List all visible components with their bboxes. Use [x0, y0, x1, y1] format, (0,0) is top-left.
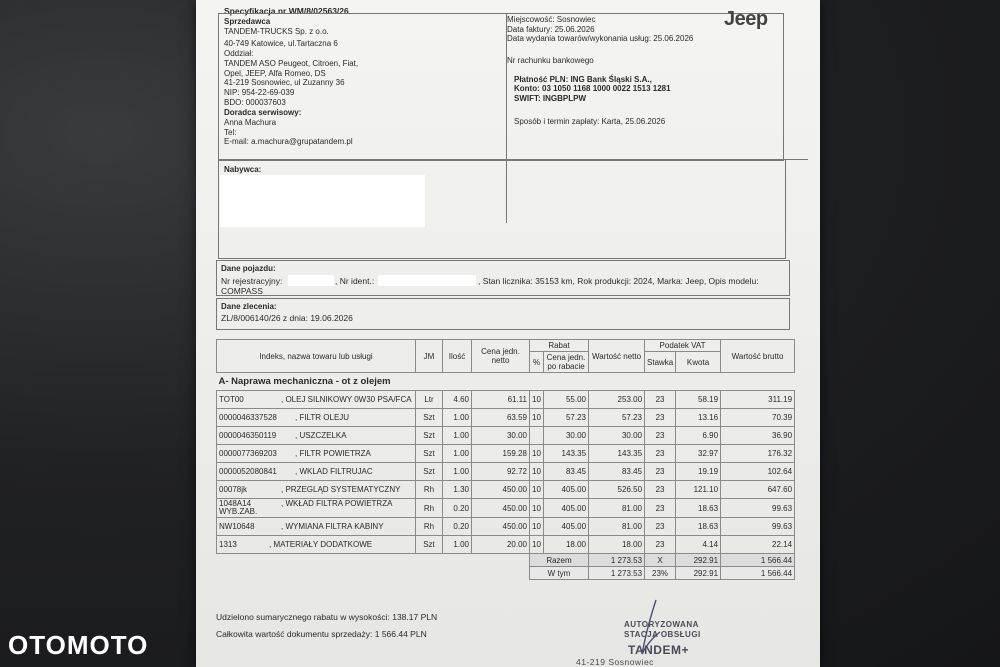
item-price-after: 30.00	[544, 427, 589, 445]
item-code: 00078jk	[219, 485, 248, 494]
of-which-net: 1 273.53	[589, 567, 645, 580]
jeep-logo: Jeep	[724, 8, 768, 30]
item-name: , OLEJ SILNIKOWY 0W30 PSA/FCA	[281, 395, 412, 404]
stamp-line: TANDEM+	[628, 643, 689, 657]
item-rate: 23	[645, 518, 676, 536]
bank-line: SWIFT: INGBPLPW	[514, 94, 586, 103]
buyer-label: Nabywca:	[224, 165, 262, 174]
item-net: 143.35	[589, 445, 645, 463]
item-qty: 1.00	[443, 445, 472, 463]
item-name-cell	[217, 499, 416, 518]
item-name-cell	[217, 481, 416, 499]
item-qty: 1.00	[443, 463, 472, 481]
item-qty: 0.20	[443, 499, 472, 518]
redacted-vin	[378, 275, 476, 286]
table-row	[217, 427, 795, 445]
vehicle-label: Dane pojazdu:	[221, 264, 276, 273]
order-number: ZL/8/006140/26 z dnia: 19.06.2026	[221, 313, 353, 323]
vehicle-model: COMPASS	[221, 286, 263, 296]
invoice-date: Data faktury: 25.06.2026	[507, 25, 595, 34]
of-which-gross: 1 566.44	[721, 567, 795, 580]
item-code: TOT00	[219, 395, 244, 404]
item-price-after: 83.45	[544, 463, 589, 481]
total-net: 1 273.53	[589, 554, 645, 567]
delivery-date: Data wydania towarów/wykonania usług: 25.06.2026	[507, 34, 694, 43]
item-pct: 10	[530, 536, 544, 554]
item-unit: Szt	[416, 536, 443, 554]
table-row	[217, 409, 795, 427]
item-net: 83.45	[589, 463, 645, 481]
item-rate: 23	[645, 427, 676, 445]
item-unit: Szt	[416, 427, 443, 445]
item-code	[219, 500, 281, 516]
table-row	[217, 499, 795, 518]
item-pct: 10	[530, 391, 544, 409]
item-vat: 13.16	[676, 409, 721, 427]
col-pct: %	[530, 352, 544, 373]
item-vat: 6.90	[676, 427, 721, 445]
item-pct: 10	[530, 499, 544, 518]
seller-label: Sprzedawca	[224, 17, 271, 26]
item-gross: 102.64	[721, 463, 795, 481]
col-amount: Kwota	[676, 352, 721, 373]
seller-line: BDO: 000037603	[224, 98, 286, 107]
item-price-after: 55.00	[544, 391, 589, 409]
stamp-line: AUTORYZOWANA	[624, 620, 699, 629]
advisor-label: Doradca serwisowy:	[224, 108, 302, 117]
spec-number: Specyfikacja nr WM/8/02563/26	[224, 6, 349, 16]
item-qty: 1.30	[443, 481, 472, 499]
item-vat: 19.19	[676, 463, 721, 481]
empty-cell	[217, 567, 530, 580]
item-vat: 58.19	[676, 391, 721, 409]
item-name-cell	[217, 409, 416, 427]
total-vat: 292.91	[676, 554, 721, 567]
item-net: 526.50	[589, 481, 645, 499]
item-name: , MATERIAŁY DODATKOWE	[269, 540, 373, 549]
col-gross: Wartość brutto	[721, 340, 795, 373]
item-unit: Szt	[416, 463, 443, 481]
seller-line: TANDEM ASO Peugeot, Citroen, Fiat,	[224, 59, 359, 68]
section-row	[217, 373, 795, 391]
redacted-registration	[288, 275, 334, 286]
col-rate: Stawka	[645, 352, 676, 373]
seller-line: TANDEM-TRUCKS Sp. z o.o.	[224, 27, 329, 36]
col-price: Cena jedn. netto	[472, 340, 530, 373]
table-row	[217, 536, 795, 554]
item-rate: 23	[645, 536, 676, 554]
item-name: , WKŁAD FILTRA POWIETRZA	[281, 499, 393, 508]
item-net: 81.00	[589, 499, 645, 518]
item-pct: 10	[530, 518, 544, 536]
col-price-after: Cena jedn. po rabacie	[544, 352, 589, 373]
advisor-name: Anna Machura	[224, 118, 277, 127]
item-price: 450.00	[472, 481, 530, 499]
item-gross: 176.32	[721, 445, 795, 463]
item-net: 18.00	[589, 536, 645, 554]
payment-method: Sposób i termin zapłaty: Karta, 25.06.2026	[514, 117, 666, 126]
otomoto-watermark: OTOMOTO	[8, 630, 149, 660]
table-row	[217, 391, 795, 409]
item-price-after: 405.00	[544, 518, 589, 536]
item-name: , PRZEGLĄD SYSTEMATYCZNY	[281, 485, 401, 494]
item-code-line: WYB.ZAB.	[219, 507, 258, 516]
item-gross: 70.39	[721, 409, 795, 427]
total-row	[217, 554, 795, 567]
of-which-rate: 23%	[645, 567, 676, 580]
seller-line: 40-749 Katowice, ul.Tartaczna 6	[224, 39, 338, 48]
stamp-line: STACJA OBSŁUGI	[624, 630, 701, 639]
item-rate: 23	[645, 409, 676, 427]
item-price: 63.59	[472, 409, 530, 427]
item-rate: 23	[645, 499, 676, 518]
item-name-cell	[217, 463, 416, 481]
col-name: Indeks, nazwa towaru lub usługi	[217, 340, 416, 373]
item-pct: 10	[530, 445, 544, 463]
invoice-place: Miejscowość: Sosnowiec	[507, 15, 596, 24]
item-price-after: 143.35	[544, 445, 589, 463]
seller-line: Opel, JEEP, Alfa Romeo, DS	[224, 69, 326, 78]
total-rate: X	[645, 554, 676, 567]
item-vat: 121.10	[676, 481, 721, 499]
item-code: 0000077369203	[219, 449, 277, 458]
item-name-cell	[217, 445, 416, 463]
table-row	[217, 518, 795, 536]
item-unit: Rh	[416, 481, 443, 499]
section-title: A- Naprawa mechaniczna - ot z olejem	[217, 373, 795, 391]
of-which-row	[217, 567, 795, 580]
seller-line: Oddział:	[224, 49, 254, 58]
item-net: 57.23	[589, 409, 645, 427]
item-unit: Rh	[416, 499, 443, 518]
total-gross: 1 566.44	[721, 554, 795, 567]
item-code: 0000046350119	[219, 431, 277, 440]
item-price-after: 405.00	[544, 499, 589, 518]
invoice-document	[196, 0, 820, 667]
item-code-line: 1048A14	[219, 499, 252, 508]
item-pct	[530, 427, 544, 445]
advisor-phone: Tel:	[224, 128, 237, 137]
vehicle-reg-label: Nr rejestracyjny:	[221, 276, 283, 286]
table-row	[217, 463, 795, 481]
vehicle-vin-label: , Nr ident.:	[335, 276, 375, 286]
total-label: Razem	[530, 554, 589, 567]
item-price-after: 18.00	[544, 536, 589, 554]
item-name-cell	[217, 427, 416, 445]
item-price: 92.72	[472, 463, 530, 481]
item-name: , WYMIANA FILTRA KABINY	[281, 522, 384, 531]
item-name: , FILTR OLEJU	[295, 413, 350, 422]
item-price: 30.00	[472, 427, 530, 445]
col-unit: JM	[416, 340, 443, 373]
col-rabat: Rabat	[530, 340, 589, 352]
item-pct: 10	[530, 409, 544, 427]
item-gross: 22.14	[721, 536, 795, 554]
item-gross: 99.63	[721, 518, 795, 536]
item-rate: 23	[645, 391, 676, 409]
item-name: , USZCZELKA	[295, 431, 347, 440]
item-unit: Szt	[416, 409, 443, 427]
item-qty: 0.20	[443, 518, 472, 536]
item-net: 30.00	[589, 427, 645, 445]
item-gross: 99.63	[721, 499, 795, 518]
item-net: 253.00	[589, 391, 645, 409]
item-rate: 23	[645, 481, 676, 499]
item-code: 1313	[219, 540, 237, 549]
bank-account-label: Nr rachunku bankowego	[507, 56, 594, 65]
item-price: 450.00	[472, 499, 530, 518]
item-vat: 4.14	[676, 536, 721, 554]
item-gross: 311.19	[721, 391, 795, 409]
item-price: 20.00	[472, 536, 530, 554]
item-code: 0000052080841	[219, 467, 277, 476]
item-name-cell	[217, 518, 416, 536]
seller-line: 41-219 Sosnowiec, ul Zuzanny 36	[224, 78, 345, 87]
item-price: 61.11	[472, 391, 530, 409]
vehicle-details: , Stan licznika: 35153 km, Rok produkcji: 2024, Marka: Jeep, Opis modelu:	[478, 276, 759, 286]
item-price: 159.28	[472, 445, 530, 463]
bank-line: Płatność PLN: ING Bank Śląski S.A.,	[514, 75, 652, 84]
item-qty: 4.60	[443, 391, 472, 409]
discount-summary: Udzielono sumarycznego rabatu w wysokości: 138.17 PLN	[216, 612, 438, 622]
item-unit: Rh	[416, 518, 443, 536]
item-code: NW10648	[219, 522, 255, 531]
document-total: Całkowita wartość dokumentu sprzedaży: 1 566.44 PLN	[216, 629, 427, 639]
item-name: , FILTR POWIETRZA	[295, 449, 371, 458]
item-vat: 18.63	[676, 499, 721, 518]
item-pct: 10	[530, 481, 544, 499]
table-row	[217, 481, 795, 499]
item-gross: 647.60	[721, 481, 795, 499]
table-row	[217, 445, 795, 463]
redacted-buyer	[220, 175, 425, 227]
items-table	[216, 339, 795, 580]
advisor-email: E-mail: a.machura@grupatandem.pl	[224, 137, 353, 146]
item-price: 450.00	[472, 518, 530, 536]
item-pct: 10	[530, 463, 544, 481]
item-qty: 1.00	[443, 427, 472, 445]
order-label: Dane zlecenia:	[221, 302, 277, 311]
item-rate: 23	[645, 445, 676, 463]
stamp-line: 41-219 Sosnowiec	[576, 657, 654, 667]
bank-line: Konto: 03 1050 1168 1000 0022 1513 1281	[514, 84, 671, 93]
item-name: , WKLAD FILTRUJAC	[295, 467, 373, 476]
of-which-vat: 292.91	[676, 567, 721, 580]
col-net-value: Wartość netto	[589, 340, 645, 373]
empty-cell	[217, 554, 530, 567]
item-vat: 32.97	[676, 445, 721, 463]
item-net: 81.00	[589, 518, 645, 536]
col-vat: Podatek VAT	[645, 340, 721, 352]
item-name-cell	[217, 536, 416, 554]
item-price-after: 405.00	[544, 481, 589, 499]
item-vat: 18.63	[676, 518, 721, 536]
item-price-after: 57.23	[544, 409, 589, 427]
seller-line: NIP: 954-22-69-039	[224, 88, 295, 97]
item-qty: 1.00	[443, 409, 472, 427]
item-gross: 36.90	[721, 427, 795, 445]
item-unit: Ltr	[416, 391, 443, 409]
item-name-cell	[217, 391, 416, 409]
item-unit: Szt	[416, 445, 443, 463]
table-header-row	[217, 340, 795, 352]
item-qty: 1.00	[443, 536, 472, 554]
item-code: 0000046337528	[219, 413, 277, 422]
item-rate: 23	[645, 463, 676, 481]
col-qty: Ilość	[443, 340, 472, 373]
of-which-label: W tym	[530, 567, 589, 580]
